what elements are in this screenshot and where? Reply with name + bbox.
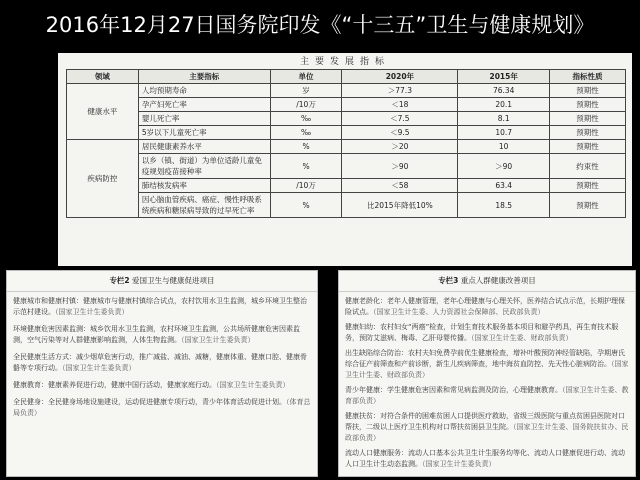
nature-cell: 约束性 bbox=[550, 154, 626, 179]
value-2020-cell: ＜7.5 bbox=[342, 112, 458, 126]
responsible-note: （国家卫生计生委、人力资源社会保障部、民政部负责） bbox=[373, 308, 545, 316]
box-paragraph bbox=[345, 296, 629, 318]
box-body bbox=[7, 292, 317, 419]
paragraph-text: 青少年健康：学生健康危害因素和常见病监测及防治，心理健康教育。 bbox=[345, 386, 562, 394]
responsible-note: （国家卫生计生委、教育部负责） bbox=[345, 386, 629, 405]
paragraph-text: 健康老龄化：老年人健康管理，老年心理健康与心理关怀，医养结合试点示范，长期护理保险试点。 bbox=[345, 297, 625, 316]
unit-cell: % bbox=[270, 140, 342, 154]
table-row bbox=[67, 140, 626, 154]
table-row bbox=[67, 193, 626, 218]
responsible-note: （国家卫生计生委负责） bbox=[55, 308, 129, 316]
value-2015-cell: 18.5 bbox=[458, 193, 550, 218]
indicator-cell: 人均预期寿命 bbox=[138, 84, 270, 98]
unit-cell: 岁 bbox=[270, 84, 342, 98]
box-title: 重点人群健康改善项目 bbox=[460, 276, 536, 285]
value-2015-cell: ＞90 bbox=[458, 154, 550, 179]
unit-cell: /10万 bbox=[270, 98, 342, 112]
table-row bbox=[67, 98, 626, 112]
value-2020-cell: ＞90 bbox=[342, 154, 458, 179]
value-2020-cell: ＜9.5 bbox=[342, 126, 458, 140]
nature-cell: 预期性 bbox=[550, 193, 626, 218]
paragraph-text: 健康教育：健康素养促进行动，健康中国行活动，健康家庭行动。 bbox=[13, 381, 216, 389]
box-label: 专栏2 bbox=[109, 276, 130, 285]
table-row bbox=[67, 112, 626, 126]
paragraph-text: 流动人口健康服务：流动人口基本公共卫生计生服务均等化、流动人口健康促进行动、流动人口卫生计生动态监测。 bbox=[345, 449, 625, 468]
table-row bbox=[67, 179, 626, 193]
value-2015-cell: 20.1 bbox=[458, 98, 550, 112]
box-paragraph bbox=[345, 322, 629, 344]
header-indicator: 主要指标 bbox=[138, 70, 270, 84]
unit-cell: % bbox=[270, 154, 342, 179]
indicator-cell: 孕产妇死亡率 bbox=[138, 98, 270, 112]
indicator-cell: 婴儿死亡率 bbox=[138, 112, 270, 126]
box-header bbox=[339, 271, 635, 292]
box-paragraph bbox=[13, 397, 311, 419]
domain-cell: 健康水平 bbox=[67, 84, 139, 140]
responsible-note: （体育总局负责） bbox=[13, 398, 311, 417]
nature-cell: 预期性 bbox=[550, 179, 626, 193]
responsible-note: （国家卫生计生委、财政部负责） bbox=[345, 360, 629, 379]
box-header bbox=[7, 271, 317, 292]
box-paragraph bbox=[345, 448, 629, 470]
paragraph-text: 健康妇幼：农村妇女“两癌”检查，计划生育技术服务基本项目和避孕药具，再生育技术服务，预防艾滋病、梅毒、乙肝母婴传播。 bbox=[345, 323, 619, 342]
box-paragraph bbox=[345, 348, 629, 381]
table-header-row bbox=[67, 70, 626, 84]
indicator-cell: 肺结核发病率 bbox=[138, 179, 270, 193]
box-paragraph bbox=[13, 352, 311, 374]
paragraph-text: 健康扶贫：对符合条件的困难贫困人口提供医疗救助，省级三级医院与重点贫困县医院对口帮扶，二级以上医疗卫生机构对口帮扶贫困县卫生院。 bbox=[345, 412, 625, 431]
table-row bbox=[67, 84, 626, 98]
responsible-note: （国家卫生计生委负责） bbox=[181, 336, 255, 344]
unit-cell: ‰ bbox=[270, 112, 342, 126]
paragraph-text: 全民健身：全民健身场地设施建设，运动促进健康专项行动，青少年体育活动促进计划。 bbox=[13, 398, 286, 406]
indicator-cell: 以乡（镇、街道）为单位适龄儿童免疫规划疫苗接种率 bbox=[138, 154, 270, 179]
domain-cell: 疾病防控 bbox=[67, 140, 139, 218]
box-title: 爱国卫生与健康促进项目 bbox=[132, 276, 215, 285]
value-2020-cell: ＞77.3 bbox=[342, 84, 458, 98]
header-unit: 单位 bbox=[270, 70, 342, 84]
paragraph-text: 健康城市和健康村镇：健康城市与健康村镇综合试点，农村饮用水卫生监测，城乡环境卫生整治示范村建设。 bbox=[13, 297, 307, 316]
box-paragraph bbox=[345, 411, 629, 444]
value-2020-cell: ＞20 bbox=[342, 140, 458, 154]
header-nature: 指标性质 bbox=[550, 70, 626, 84]
value-2020-cell: ＜18 bbox=[342, 98, 458, 112]
header-2020: 2020年 bbox=[342, 70, 458, 84]
header-domain: 领域 bbox=[67, 70, 139, 84]
box-label: 专栏3 bbox=[438, 276, 459, 285]
box-body bbox=[339, 292, 635, 470]
indicator-cell: 因心脑血管疾病、癌症、慢性呼吸系统疾病和糖尿病导致的过早死亡率 bbox=[138, 193, 270, 218]
value-2015-cell: 63.4 bbox=[458, 179, 550, 193]
table-row bbox=[67, 126, 626, 140]
box-paragraph bbox=[13, 324, 311, 346]
indicator-table-panel bbox=[58, 53, 632, 266]
responsible-note: （国家卫生计生委负责） bbox=[216, 381, 290, 389]
nature-cell: 预期性 bbox=[550, 84, 626, 98]
nature-cell: 预期性 bbox=[550, 98, 626, 112]
table-heading: 主要发展指标 bbox=[299, 57, 390, 67]
column-box-patriotic-health bbox=[6, 270, 318, 477]
box-paragraph bbox=[13, 296, 311, 318]
paragraph-text: 环境健康危害因素监测：城乡饮用水卫生监测，农村环境卫生监测，公共场所健康危害因素监测，空气污染等对人群健康影响监测，人体生物监测。 bbox=[13, 325, 300, 344]
value-2015-cell: 8.1 bbox=[458, 112, 550, 126]
responsible-note: （国家卫生计生委、国务院扶贫办、民政部负责） bbox=[345, 423, 629, 442]
value-2020-cell: 比2015年降低10% bbox=[342, 193, 458, 218]
value-2015-cell: 76.34 bbox=[458, 84, 550, 98]
indicator-cell: 居民健康素养水平 bbox=[138, 140, 270, 154]
paragraph-text: 出生缺陷综合防治：农村夫妇免费孕前优生健康检查，增补叶酸预防神经管缺陷，孕期唐氏综合征产前筛查和产前诊断，新生儿疾病筛查，地中海贫血防控、先天性心脏病防治。 bbox=[345, 349, 625, 368]
responsible-note: （国家卫生计生委负责） bbox=[62, 364, 136, 372]
indicator-cell: 5岁以下儿童死亡率 bbox=[138, 126, 270, 140]
nature-cell: 预期性 bbox=[550, 140, 626, 154]
unit-cell: /10万 bbox=[270, 179, 342, 193]
value-2020-cell: ＜58 bbox=[342, 179, 458, 193]
nature-cell: 预期性 bbox=[550, 126, 626, 140]
unit-cell: % bbox=[270, 193, 342, 218]
slide-title: 2016年12月27日国务院印发《“十三五”卫生与健康规划》 bbox=[45, 13, 595, 37]
indicator-table bbox=[66, 69, 626, 218]
value-2015-cell: 10.7 bbox=[458, 126, 550, 140]
value-2015-cell: 10 bbox=[458, 140, 550, 154]
table-row bbox=[67, 154, 626, 179]
header-2015: 2015年 bbox=[458, 70, 550, 84]
responsible-note: （国家卫生计生委、财政部负责） bbox=[471, 334, 573, 342]
unit-cell: ‰ bbox=[270, 126, 342, 140]
column-box-key-populations bbox=[338, 270, 636, 477]
paragraph-text: 全民健康生活方式：减少烟草危害行动，推广减盐、减油、减糖，健康体重、健康口腔、健康骨骼等专项行动。 bbox=[13, 353, 307, 372]
responsible-note: （国家卫生计生委负责） bbox=[422, 460, 496, 468]
box-paragraph bbox=[13, 380, 311, 391]
box-paragraph bbox=[345, 385, 629, 407]
nature-cell: 预期性 bbox=[550, 112, 626, 126]
